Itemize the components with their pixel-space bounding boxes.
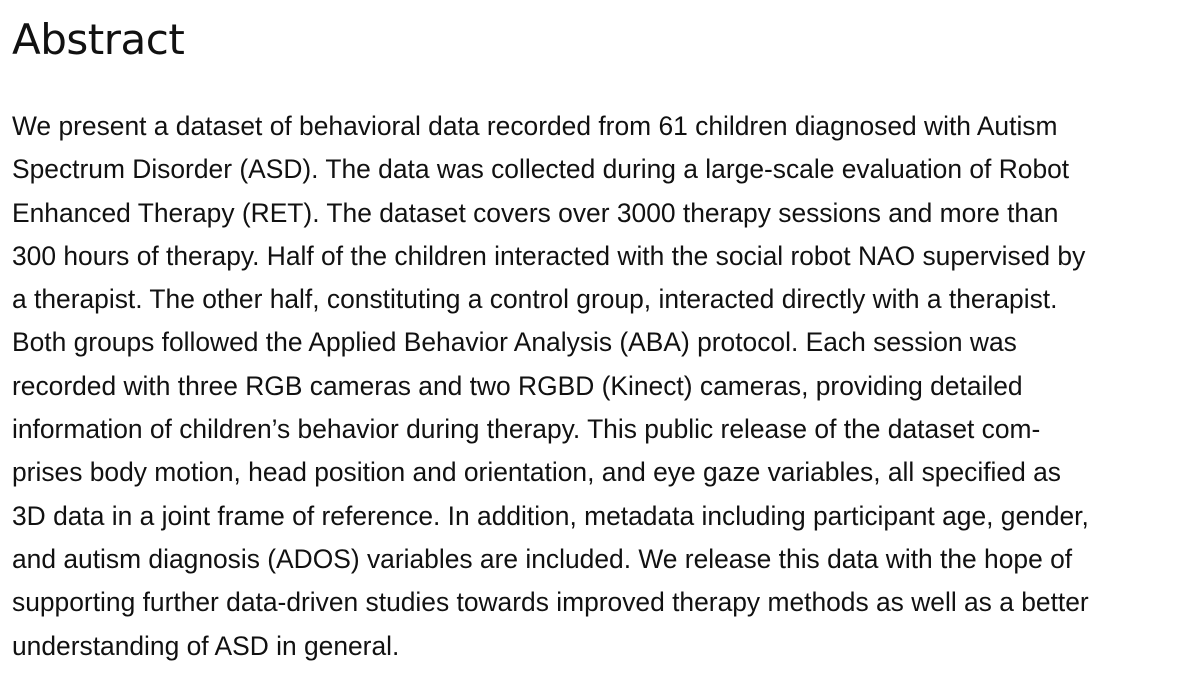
abstract-line: a therapist. The other half, constituting a control group, interacted directly with a therapist. xyxy=(12,284,1058,315)
abstract-line: We present a dataset of behavioral data recorded from 61 children diagnosed with Autism xyxy=(12,111,1058,141)
abstract-section xyxy=(12,0,1192,668)
abstract-line: understanding of ASD in general. xyxy=(12,630,400,661)
abstract-line: Spectrum Disorder (ASD). The data was collected during a large-scale evaluation of Robot xyxy=(12,154,1070,185)
abstract-line: prises body motion, head position and orientation, and eye gaze variables, all specified as xyxy=(12,457,1061,488)
abstract-line: Enhanced Therapy (RET). The dataset covers over 3000 therapy sessions and more than xyxy=(12,197,1059,228)
abstract-line: Both groups followed the Applied Behavior Analysis (ABA) protocol. Each session was xyxy=(12,327,1017,358)
abstract-body xyxy=(12,105,1192,668)
abstract-line: 300 hours of therapy. Half of the children interacted with the social robot NAO supervised by xyxy=(12,240,1086,271)
abstract-line: recorded with three RGB cameras and two RGBD (Kinect) cameras, providing detailed xyxy=(12,370,1023,401)
abstract-line: supporting further data-driven studies towards improved therapy methods as well as a better xyxy=(12,587,1089,618)
abstract-line: 3D data in a joint frame of reference. In addition, metadata including participant age, gender, xyxy=(12,500,1089,531)
abstract-line: and autism diagnosis (ADOS) variables are included. We release this data with the hope of xyxy=(12,543,1073,574)
abstract-heading: Abstract xyxy=(12,15,185,64)
abstract-line: information of children’s behavior during therapy. This public release of the dataset com- xyxy=(12,414,1041,445)
